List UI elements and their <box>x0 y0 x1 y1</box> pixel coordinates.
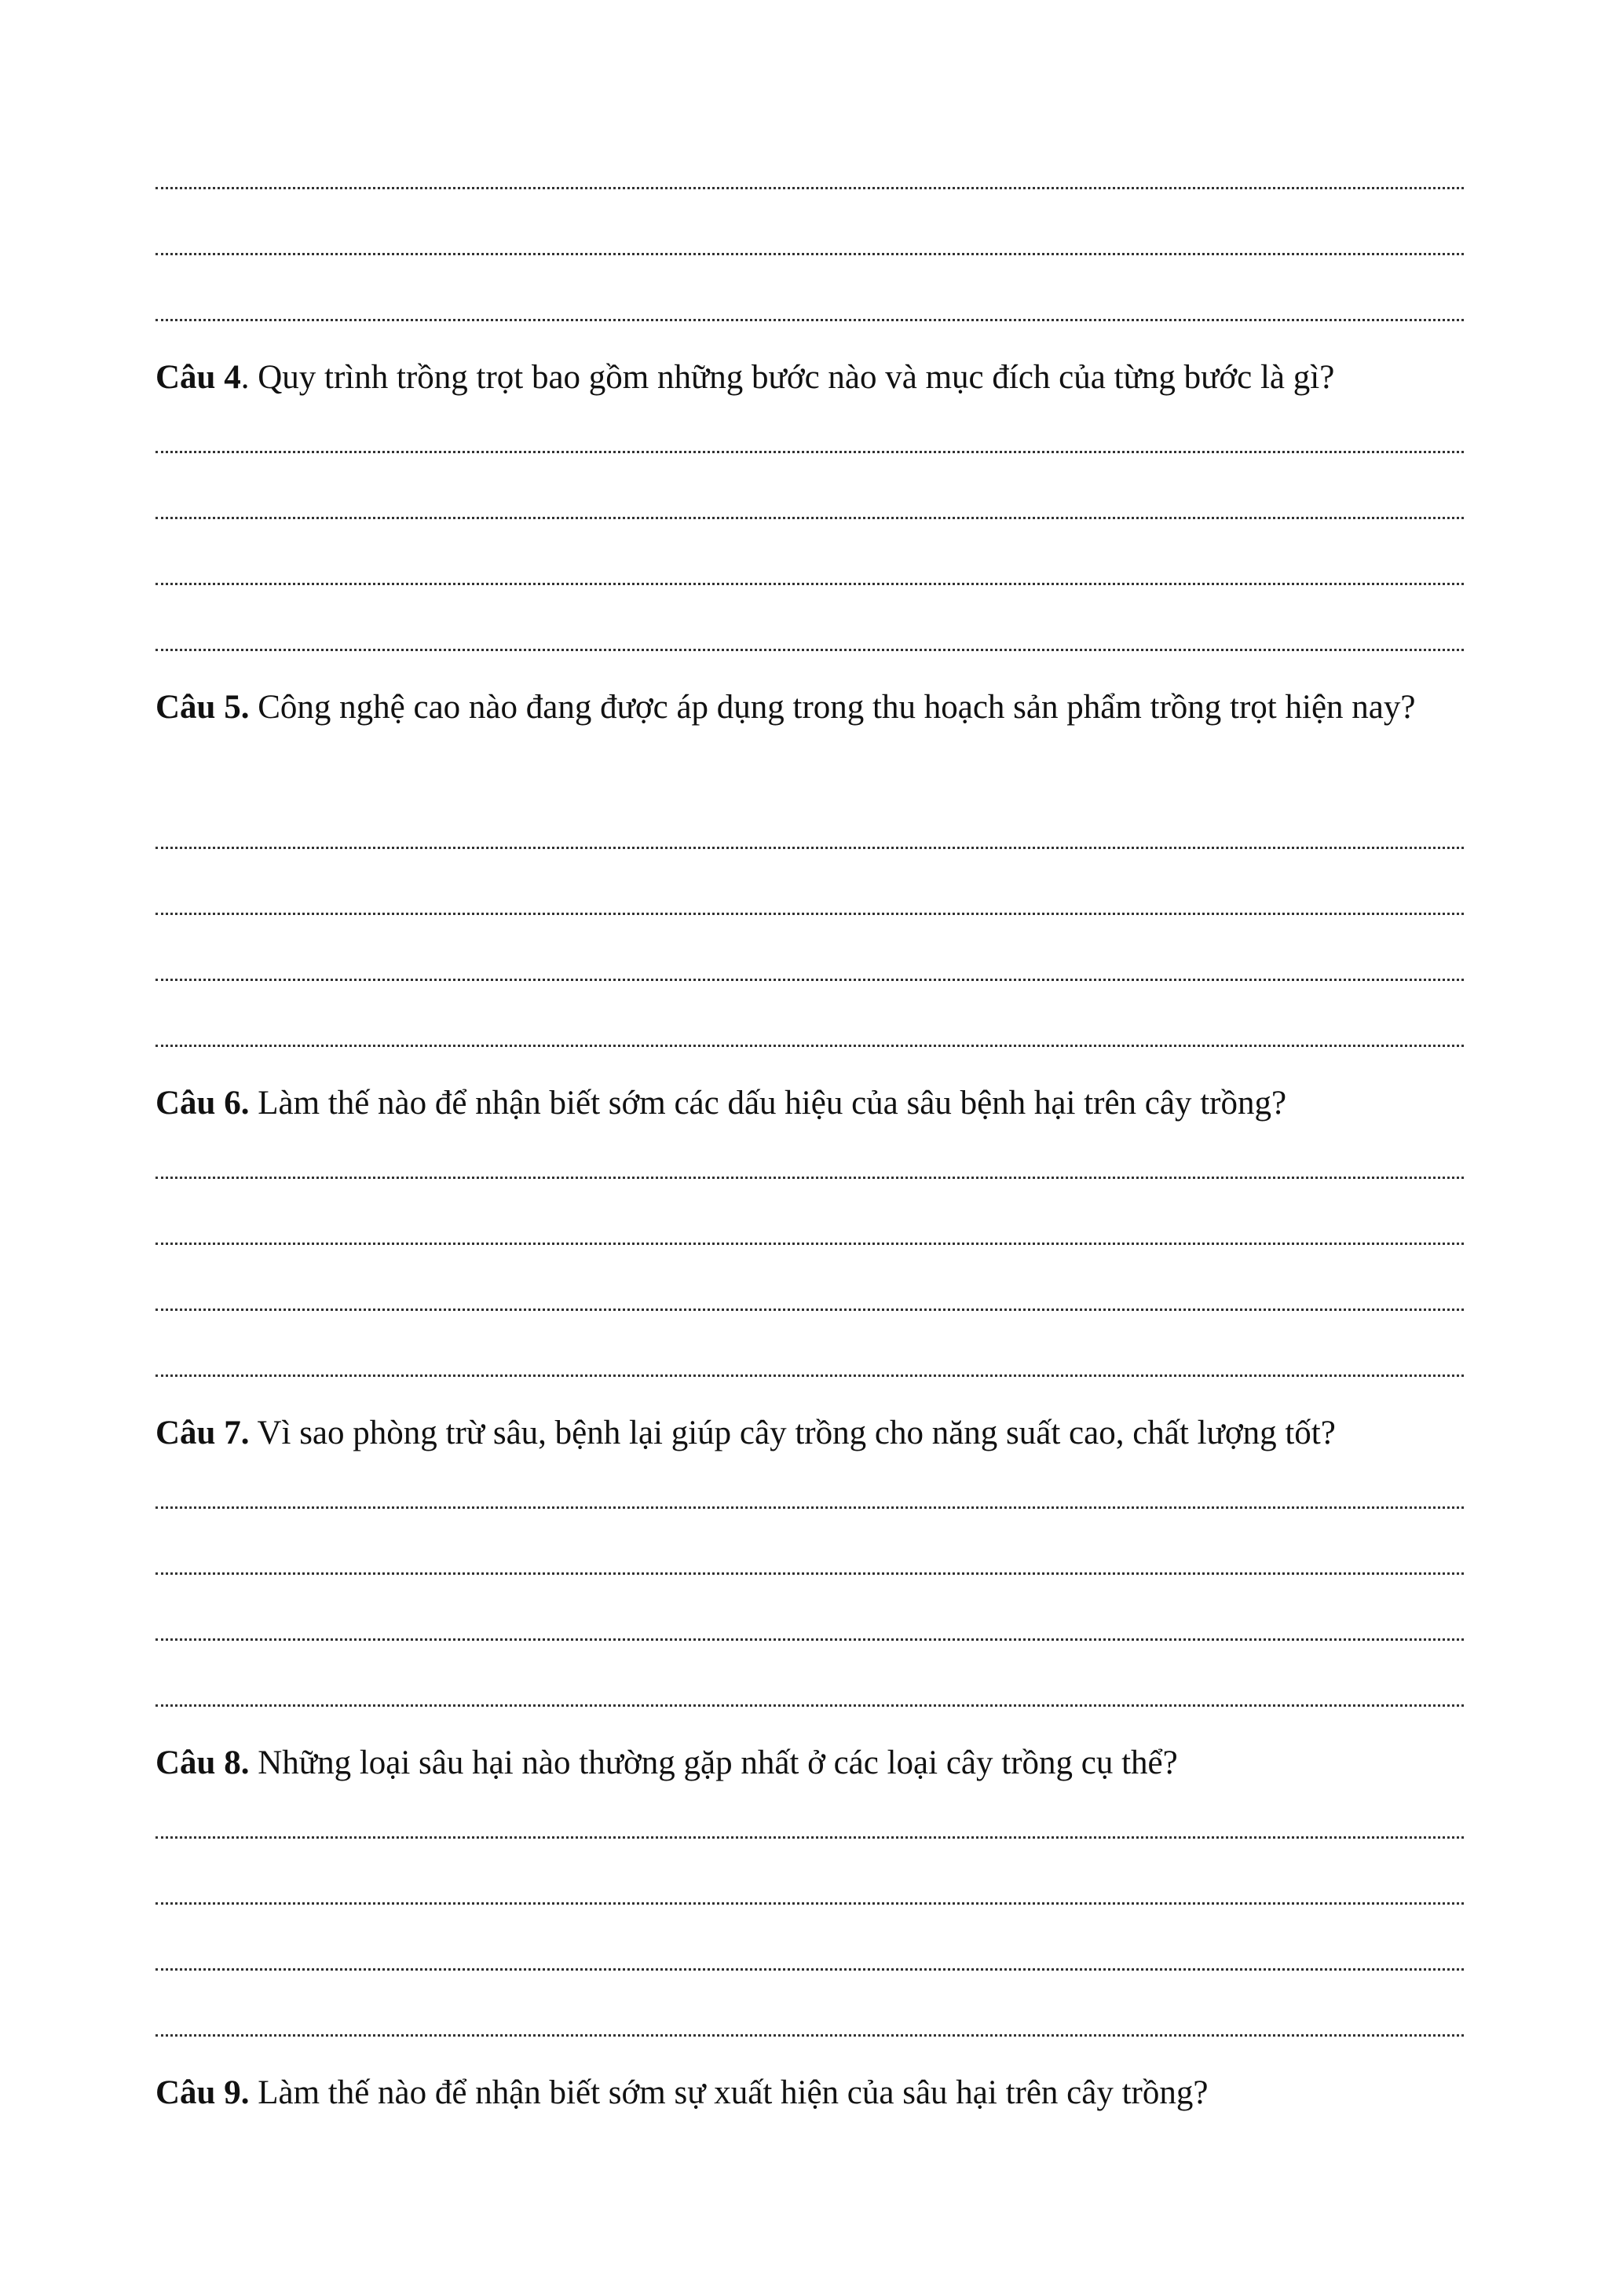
answer-line <box>155 319 1464 321</box>
answer-line <box>155 253 1464 255</box>
question-number: Câu 7. <box>155 1415 250 1451</box>
question-number: Câu 6. <box>155 1085 250 1122</box>
answer-line <box>155 847 1464 849</box>
answer-line <box>155 1638 1464 1641</box>
question-separator <box>249 1744 258 1781</box>
answer-line <box>155 2034 1464 2037</box>
answer-line <box>155 1836 1464 1839</box>
question-text: Làm thế nào để nhận biết sớm sự xuất hiện của sâu hại trên cây trồng? <box>258 2074 1209 2111</box>
answer-line <box>155 451 1464 453</box>
question-text: Công nghệ cao nào đang được áp dụng trong thu hoạch sản phẩm trồng trọt hiện nay? <box>258 689 1416 726</box>
answer-line <box>155 1177 1464 1179</box>
answer-line <box>155 1704 1464 1707</box>
question-separator: . <box>240 359 258 396</box>
question-number: Câu 8. <box>155 1744 250 1781</box>
question-text: Những loại sâu hại nào thường gặp nhất ở các loại cây trồng cụ thể? <box>258 1744 1178 1781</box>
question-text: Vì sao phòng trừ sâu, bệnh lại giúp cây trồng cho năng suất cao, chất lượng tốt? <box>257 1415 1336 1451</box>
question-number: Câu 4 <box>155 359 241 396</box>
answer-line <box>155 517 1464 519</box>
answer-line <box>155 583 1464 585</box>
question-9 <box>155 2059 1475 2127</box>
answer-line <box>155 649 1464 651</box>
question-number: Câu 5. <box>155 689 250 726</box>
question-5 <box>155 674 1475 741</box>
answer-line <box>155 1506 1464 1509</box>
question-separator <box>249 689 258 726</box>
answer-line <box>155 1902 1464 1905</box>
question-text: Làm thế nào để nhận biết sớm các dấu hiệu của sâu bệnh hại trên cây trồng? <box>258 1085 1287 1122</box>
answer-line <box>155 1968 1464 1971</box>
answer-line <box>155 1572 1464 1575</box>
answer-line <box>155 187 1464 189</box>
answer-line <box>155 979 1464 981</box>
question-8 <box>155 1729 1475 1797</box>
question-separator <box>249 1085 258 1122</box>
answer-line <box>155 1374 1464 1377</box>
question-7 <box>155 1400 1475 1467</box>
answer-line <box>155 1243 1464 1245</box>
question-separator <box>249 1415 257 1451</box>
question-text: Quy trình trồng trọt bao gồm những bước nào và mục đích của từng bước là gì? <box>258 359 1335 396</box>
question-separator <box>249 2074 258 2111</box>
question-6 <box>155 1070 1475 1137</box>
answer-line <box>155 1045 1464 1047</box>
question-4 <box>155 344 1475 412</box>
question-number: Câu 9. <box>155 2074 250 2111</box>
answer-line <box>155 1309 1464 1311</box>
answer-line <box>155 913 1464 915</box>
